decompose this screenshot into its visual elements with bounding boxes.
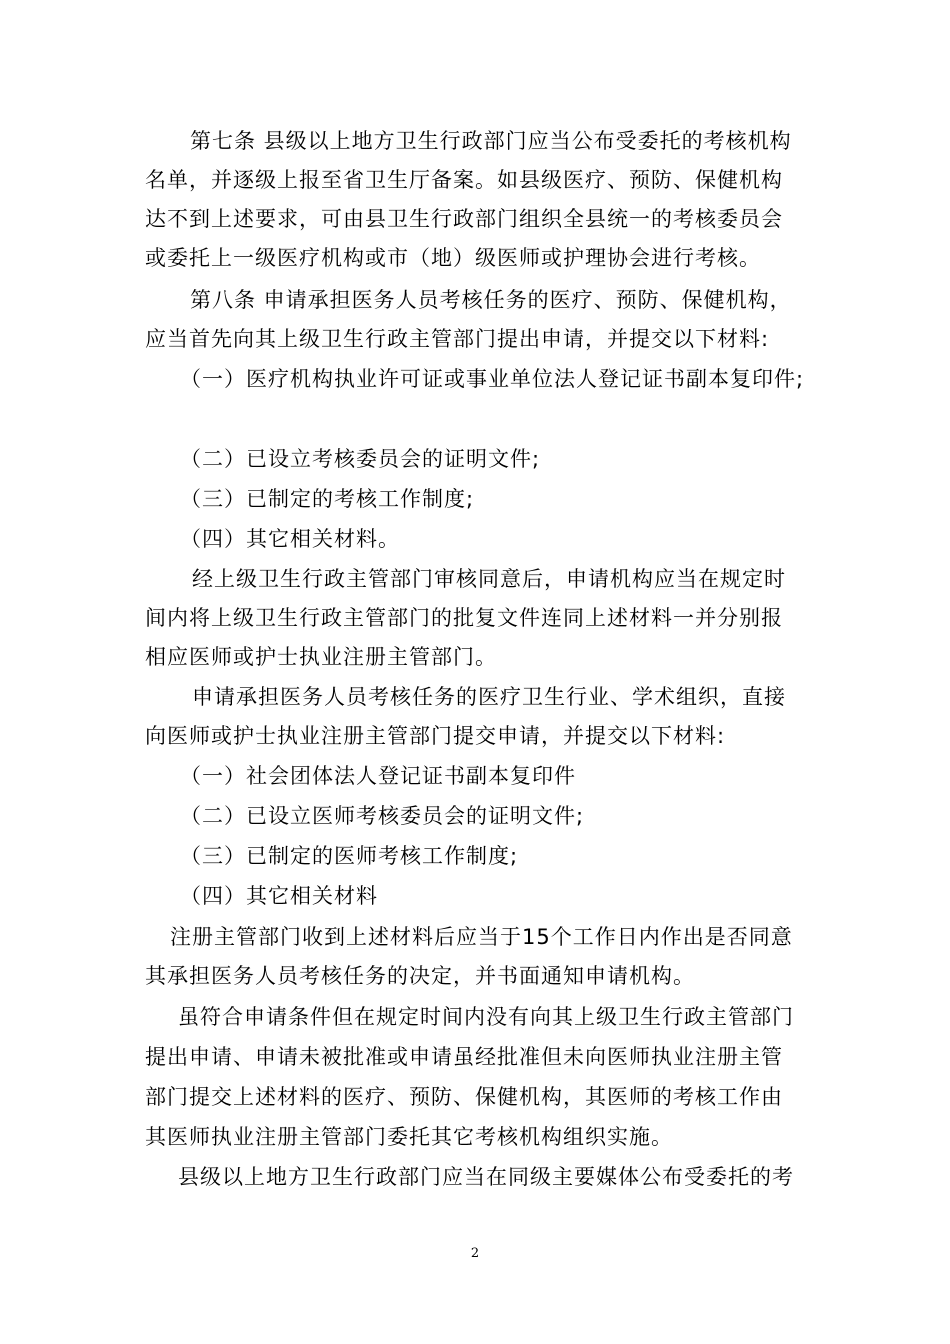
text-line: （三）已制定的考核工作制度; bbox=[180, 487, 475, 511]
text-line: 虽符合申请条件但在规定时间内没有向其上级卫生行政主管部门 bbox=[178, 1005, 794, 1029]
text-line: 或委托上一级医疗机构或市（地）级医师或护理协会进行考核。 bbox=[145, 246, 761, 270]
text-line: 其医师执业注册主管部门委托其它考核机构组织实施。 bbox=[145, 1125, 673, 1149]
text-line: 达不到上述要求，可由县卫生行政部门组织全县统一的考核委员会 bbox=[145, 207, 783, 231]
text-line: （二）已设立考核委员会的证明文件; bbox=[180, 447, 541, 471]
page-number: 2 bbox=[470, 1246, 480, 1261]
text-line: （四）其它相关材料 bbox=[180, 884, 378, 908]
text-line: 注册主管部门收到上述材料后应当于15个工作日内作出是否同意 bbox=[170, 925, 793, 949]
text-line: 第七条 县级以上地方卫生行政部门应当公布受委托的考核机构 bbox=[190, 129, 792, 153]
text-line: 其承担医务人员考核任务的决定，并书面通知申请机构。 bbox=[145, 964, 695, 988]
text-line: 向医师或护士执业注册主管部门提交申请，并提交以下材料: bbox=[145, 724, 726, 748]
text-line: （三）已制定的医师考核工作制度; bbox=[180, 844, 519, 868]
text-line: 部门提交上述材料的医疗、预防、保健机构，其医师的考核工作由 bbox=[145, 1085, 783, 1109]
text-line: 名单，并逐级上报至省卫生厅备案。如县级医疗、预防、保健机构 bbox=[145, 168, 783, 192]
text-line: （一）医疗机构执业许可证或事业单位法人登记证书副本复印件; bbox=[180, 367, 805, 391]
text-line: 相应医师或护士执业注册主管部门。 bbox=[145, 645, 497, 669]
text-line: （四）其它相关材料。 bbox=[180, 527, 400, 551]
text-line: 第八条 申请承担医务人员考核任务的医疗、预防、保健机构， bbox=[190, 288, 792, 312]
text-line: 应当首先向其上级卫生行政主管部门提出申请，并提交以下材料: bbox=[145, 327, 770, 351]
text-line: 间内将上级卫生行政主管部门的批复文件连同上述材料一并分别报 bbox=[145, 606, 783, 630]
text-line: 申请承担医务人员考核任务的医疗卫生行业、学术组织，直接 bbox=[192, 685, 786, 709]
text-line: （一）社会团体法人登记证书副本复印件 bbox=[180, 764, 576, 788]
text-line: 县级以上地方卫生行政部门应当在同级主要媒体公布受委托的考 bbox=[178, 1165, 794, 1189]
text-line: （二）已设立医师考核委员会的证明文件; bbox=[180, 804, 585, 828]
text-line: 提出申请、申请未被批准或申请虽经批准但未向医师执业注册主管 bbox=[145, 1045, 783, 1069]
text-line: 经上级卫生行政主管部门审核同意后，申请机构应当在规定时 bbox=[192, 567, 786, 591]
